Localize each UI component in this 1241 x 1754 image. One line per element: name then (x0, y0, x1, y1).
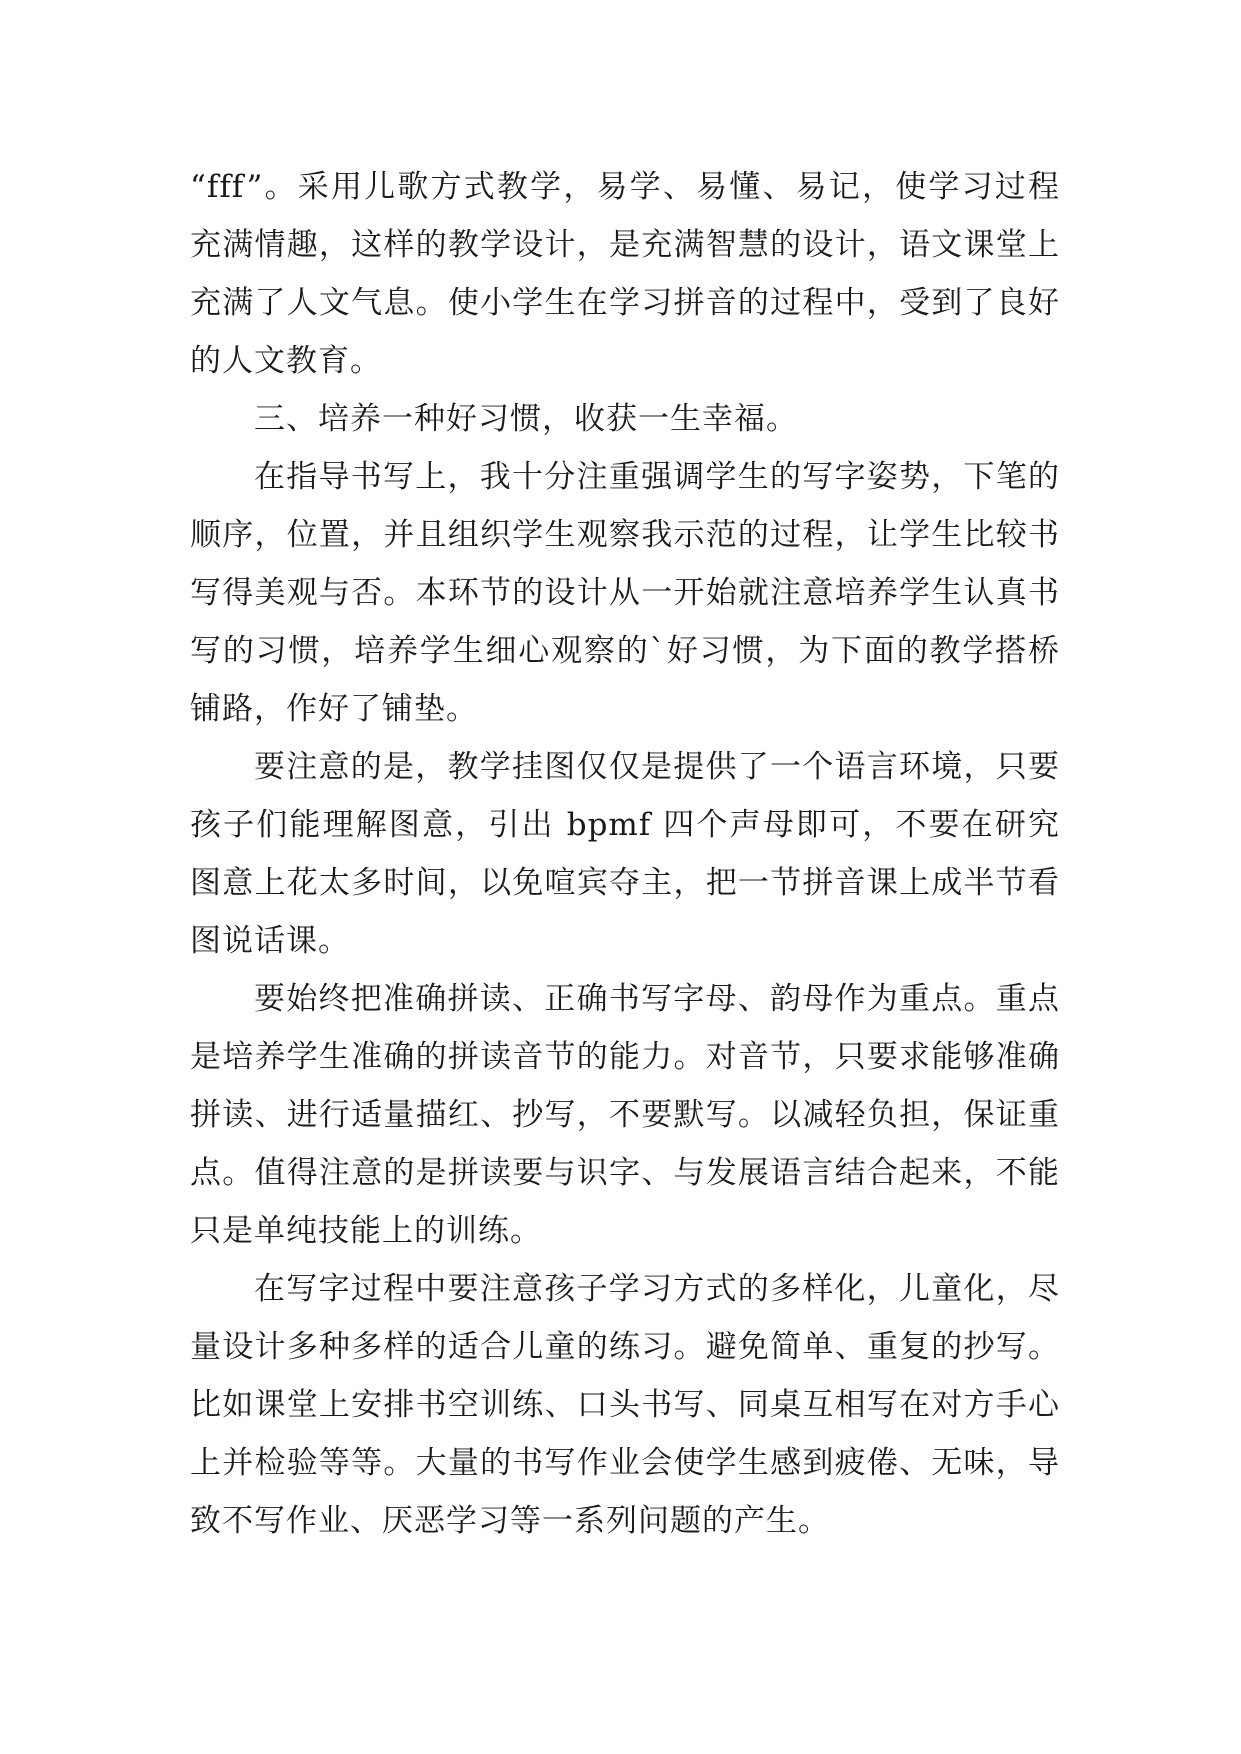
paragraph-wall-chart-note: 要注意的是，教学挂图仅仅是提供了一个语言环境，只要孩子们能理解图意，引出 bpmf 四个声母即可，不要在研究图意上花太多时间，以免喧宾夺主，把一节拼音课上成半节看图说话课。 (190, 749, 1060, 959)
paragraph-writing-diversity: 在写字过程中要注意孩子学习方式的多样化，儿童化，尽量设计多种多样的适合儿童的练习。避免简单、重复的抄写。比如课堂上安排书空训练、口头书写、同桌互相写在对方手心上并检验等等。大量的书写作业会使学生感到疲倦、无味，导致不写作业、厌恶学习等一系列问题的产生。 (190, 1271, 1060, 1539)
paragraph-intro-continuation: “fff”。采用儿歌方式教学，易学、易懂、易记，使学习过程充满情趣，这样的教学设计，是充满智慧的设计，语文课堂上充满了人文气息。使小学生在学习拼音的过程中，受到了良好的人文教育。 (190, 169, 1060, 379)
document-page (190, 158, 1060, 1550)
section-heading-three: 三、培养一种好习惯，收获一生幸福。 (254, 401, 798, 437)
paragraph-writing-guidance: 在指导书写上，我十分注重强调学生的写字姿势，下笔的顺序，位置，并且组织学生观察我示范的过程，让学生比较书写得美观与否。本环节的设计从一开始就注意培养学生认真书写的习惯，培养学生细心观察的`好习惯，为下面的教学搭桥铺路，作好了铺垫。 (190, 459, 1060, 727)
paragraph-reading-focus: 要始终把准确拼读、正确书写字母、韵母作为重点。重点是培养学生准确的拼读音节的能力。对音节，只要求能够准确拼读、进行适量描红、抄写，不要默写。以减轻负担，保证重点。值得注意的是拼读要与识字、与发展语言结合起来，不能只是单纯技能上的训练。 (190, 981, 1060, 1249)
